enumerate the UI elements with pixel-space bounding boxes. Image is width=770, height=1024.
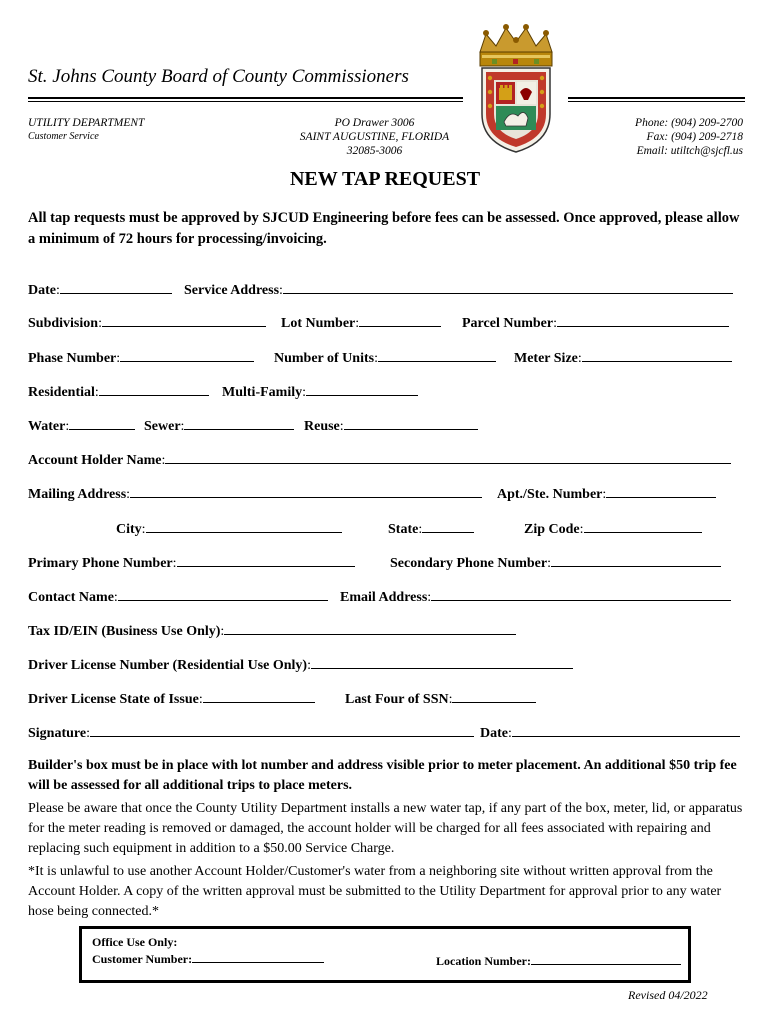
secondary-phone-label: Secondary Phone Number [390, 556, 548, 571]
email-text: Email: utiltch@sjcfl.us [636, 145, 743, 157]
mailing-address-label: Mailing Address [28, 487, 127, 502]
driver-license-field: Driver License Number (Residential Use Only): [28, 655, 573, 674]
office-use-heading: Office Use Only: [92, 935, 178, 949]
multi-family-field: Multi-Family: [222, 382, 418, 401]
subdivision-label: Subdivision [28, 316, 99, 331]
reuse-label: Reuse [304, 419, 340, 434]
account-holder-input[interactable] [165, 450, 731, 464]
phase-number-label: Phase Number [28, 351, 117, 366]
email-address-field: Email Address: [340, 587, 731, 606]
signature-label: Signature [28, 726, 87, 741]
phase-number-field: Phase Number: [28, 348, 254, 367]
signature-date-input[interactable] [512, 723, 740, 737]
county-seal-icon [466, 22, 566, 157]
contact-name-input[interactable] [118, 587, 328, 601]
reuse-input[interactable] [344, 416, 478, 430]
mailing-address-input[interactable] [130, 484, 482, 498]
phase-number-input[interactable] [120, 348, 254, 362]
email-address-label: Email Address [340, 590, 428, 605]
tax-id-input[interactable] [224, 621, 516, 635]
date-input[interactable] [60, 280, 172, 294]
ssn-field: Last Four of SSN: [345, 689, 536, 708]
date-label: Date [28, 283, 56, 298]
ssn-label: Last Four of SSN [345, 692, 449, 707]
customer-number-field: Customer Number: [92, 951, 324, 967]
driver-license-input[interactable] [311, 655, 573, 669]
customer-number-label: Customer Number [92, 952, 189, 966]
subdepartment-name: Customer Service [28, 131, 99, 142]
residential-label: Residential [28, 385, 95, 400]
subdivision-input[interactable] [102, 313, 266, 327]
number-of-units-label: Number of Units [274, 351, 375, 366]
service-address-input[interactable] [283, 280, 733, 294]
lot-number-label: Lot Number [281, 316, 356, 331]
number-of-units-field: Number of Units: [274, 348, 496, 367]
mailing-address-field: Mailing Address: [28, 484, 482, 503]
sewer-field: Sewer: [144, 416, 294, 435]
address-line1: PO Drawer 3006 [334, 117, 415, 129]
address-line2: SAINT AUGUSTINE, FLORIDA [299, 131, 450, 143]
water-label: Water [28, 419, 66, 434]
signature-date-label: Date [480, 726, 508, 741]
form-title: NEW TAP REQUEST [289, 168, 481, 190]
city-input[interactable] [146, 519, 342, 533]
zip-label: Zip Code [524, 522, 580, 537]
primary-phone-input[interactable] [177, 553, 355, 567]
sewer-input[interactable] [184, 416, 294, 430]
email-address-input[interactable] [431, 587, 731, 601]
meter-size-input[interactable] [582, 348, 732, 362]
tax-id-field: Tax ID/EIN (Business Use Only): [28, 621, 516, 640]
residential-input[interactable] [99, 382, 209, 396]
driver-license-label: Driver License Number (Residential Use Only) [28, 658, 308, 673]
contact-name-label: Contact Name [28, 590, 114, 605]
tax-id-label: Tax ID/EIN (Business Use Only) [28, 624, 221, 639]
office-use-box [79, 926, 691, 983]
fax-text: Fax: (904) 209-2718 [646, 131, 743, 143]
account-holder-label: Account Holder Name [28, 453, 162, 468]
water-input[interactable] [69, 416, 135, 430]
city-label: City [116, 522, 142, 537]
dl-state-field: Driver License State of Issue: [28, 689, 315, 708]
department-name: UTILITY DEPARTMENT [28, 117, 145, 129]
revised-date: Revised 04/2022 [628, 988, 708, 1002]
zip-field: Zip Code: [524, 519, 702, 538]
unlawful-notice: *It is unlawful to use another Account Holder/Customer's water from a neighboring site without written approval from the Account Holder. A copy of the written approval must be submitted to the Utility Department for approval prior to any water hose being connected.* [28, 864, 722, 919]
parcel-number-label: Parcel Number [462, 316, 554, 331]
zip-input[interactable] [584, 519, 702, 533]
dl-state-input[interactable] [203, 689, 315, 703]
phone-text: Phone: (904) 209-2700 [635, 117, 743, 129]
service-address-label: Service Address [184, 283, 280, 298]
apt-ste-field: Apt./Ste. Number: [497, 484, 716, 503]
water-field: Water: [28, 416, 135, 435]
department-block [28, 116, 144, 144]
signature-date-field: Date: [480, 723, 740, 742]
date-field: Date: [28, 280, 172, 299]
secondary-phone-input[interactable] [551, 553, 721, 567]
location-number-label: Location Number [436, 954, 527, 968]
ssn-input[interactable] [452, 689, 536, 703]
contact-name-field: Contact Name: [28, 587, 328, 606]
state-input[interactable] [422, 519, 474, 533]
lot-number-input[interactable] [359, 313, 441, 327]
state-label: State [388, 522, 419, 537]
apt-ste-label: Apt./Ste. Number [497, 487, 603, 502]
damage-notice: Please be aware that once the County Utility Department installs a new water tap, if any part of the box, meter, lid, or apparatus for the meter reading is removed or damaged, the account holder will be charged for all fees associated with repairing and replacing such equipment in addition to a $50.00 Service Charge. [28, 801, 743, 856]
header-rule-thin [28, 101, 463, 102]
account-holder-field: Account Holder Name: [28, 450, 731, 469]
sewer-label: Sewer [144, 419, 181, 434]
lot-number-field: Lot Number: [281, 313, 441, 332]
location-number-input[interactable] [531, 953, 681, 965]
signature-input[interactable] [90, 723, 474, 737]
mailing-address-block [282, 116, 467, 158]
city-field: City: [116, 519, 342, 538]
primary-phone-field: Primary Phone Number: [28, 553, 355, 572]
multi-family-input[interactable] [306, 382, 418, 396]
org-name: St. Johns County Board of County Commissioners [28, 66, 409, 87]
intro-text: All tap requests must be approved by SJCUD Engineering before fees can be assessed. Once approved, please allow a minimum of 72 hours for processing/invoicing. [28, 210, 740, 247]
secondary-phone-field: Secondary Phone Number: [390, 553, 721, 572]
signature-field: Signature: [28, 723, 474, 742]
reuse-field: Reuse: [304, 416, 478, 435]
parcel-number-input[interactable] [557, 313, 729, 327]
header-rule [28, 97, 463, 99]
address-line3: 32085-3006 [346, 145, 403, 157]
multi-family-label: Multi-Family [222, 385, 303, 400]
customer-number-input[interactable] [192, 951, 324, 963]
number-of-units-input[interactable] [378, 348, 496, 362]
header-rule-right-thin [568, 101, 745, 102]
primary-phone-label: Primary Phone Number [28, 556, 173, 571]
apt-ste-input[interactable] [606, 484, 716, 498]
dl-state-label: Driver License State of Issue [28, 692, 199, 707]
parcel-number-field: Parcel Number: [462, 313, 729, 332]
residential-field: Residential: [28, 382, 209, 401]
service-address-field: Service Address: [184, 280, 733, 299]
subdivision-field: Subdivision: [28, 313, 266, 332]
state-field: State: [388, 519, 474, 538]
meter-size-field: Meter Size: [514, 348, 732, 367]
header-rule-right [568, 97, 745, 99]
contact-block [578, 116, 743, 158]
meter-size-label: Meter Size [514, 351, 578, 366]
location-number-field: Location Number: [436, 953, 681, 969]
crown-icon [480, 24, 552, 66]
shield-icon [482, 68, 550, 152]
builders-box-note: Builder's box must be in place with lot number and address visible prior to meter placement. An additional $50 trip fee will be assessed for all additional trips to place meters. [28, 758, 737, 793]
